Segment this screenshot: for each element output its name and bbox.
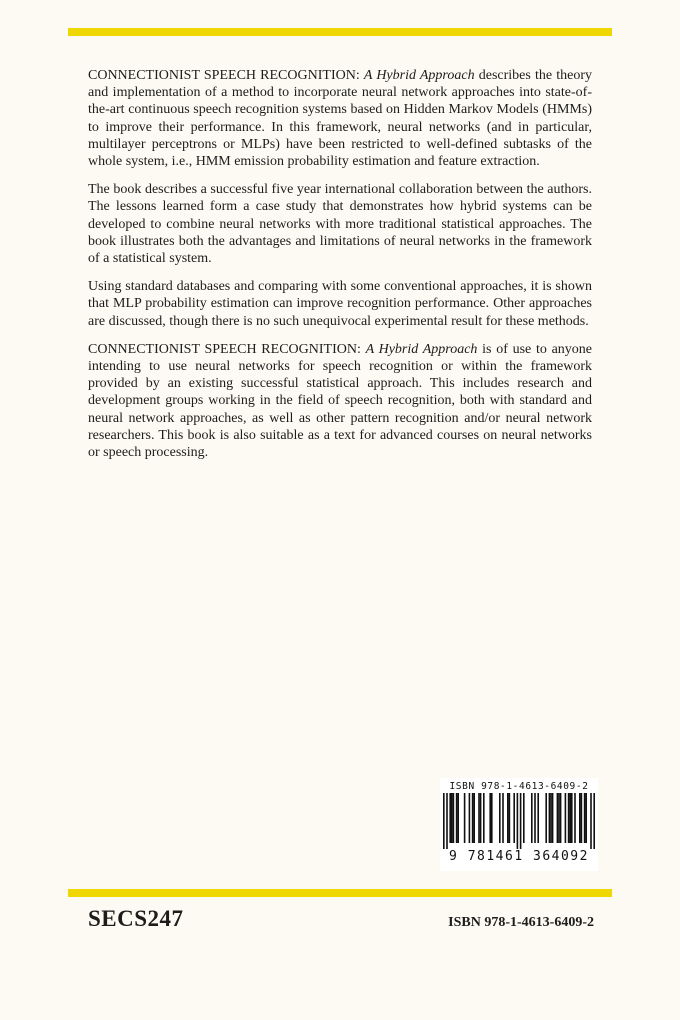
top-accent-bar [68, 28, 612, 36]
paragraph-3 [88, 278, 592, 330]
series-code: SECS247 [88, 906, 184, 931]
back-cover-text [88, 67, 592, 472]
paragraph-4 [88, 341, 592, 461]
paragraph-1-subtitle: A Hybrid Approach [363, 68, 475, 83]
paragraph-4-body: is of use to anyone intending to use neural networks for speech recognition or within the framework provided by an existing successful statistical approach. This includes research and development groups working in the field of speech recognition, both with standard and neural network approaches, as well as other pattern recognition and/or neural network researchers. This book is also suitable as a text for advanced courses on neural networks or speech processing. [88, 341, 592, 461]
paragraph-3-body: Using standard databases and comparing with some conventional approaches, it is shown that MLP probability estimation can improve recognition performance. Other approaches are discussed, though there is no such unequivocal experimental result for these methods. [88, 279, 592, 329]
barcode-bars [443, 793, 595, 849]
paragraph-2 [88, 181, 592, 267]
paragraph-1-body: describes the theory and implementation of a method to incorporate neural network approaches into state-of-the-art continuous speech recognition systems based on Hidden Markov Models (HMMs) to improve their performance. In this framework, neural networks (and in particular, multilayer perceptrons or MLPs) have been restricted to well-defined subtasks of the whole system, i.e., HMM emission probability estimation and feature extraction. [88, 68, 592, 170]
paragraph-4-lead: CONNECTIONIST SPEECH RECOGNITION: [88, 341, 366, 357]
barcode-digits: 9 781461 364092 [449, 849, 589, 864]
barcode-isbn-label: ISBN 978-1-4613-6409-2 [449, 781, 589, 792]
paragraph-1 [88, 67, 592, 170]
paragraph-4-subtitle: A Hybrid Approach [365, 341, 478, 357]
isbn-barcode [440, 778, 598, 871]
paragraph-1-lead: CONNECTIONIST SPEECH RECOGNITION: [88, 68, 364, 83]
bottom-accent-bar [68, 889, 612, 897]
paragraph-2-body: The book describes a successful five year international collaboration between the authors. The lessons learned form a case study that demonstrates how hybrid systems can be developed to combine neural networks with more traditional statistical approaches. The book illustrates both the advantages and limitations of neural networks in the framework of a statistical system. [88, 182, 592, 267]
footer-isbn-text: ISBN 978-1-4613-6409-2 [448, 915, 594, 930]
